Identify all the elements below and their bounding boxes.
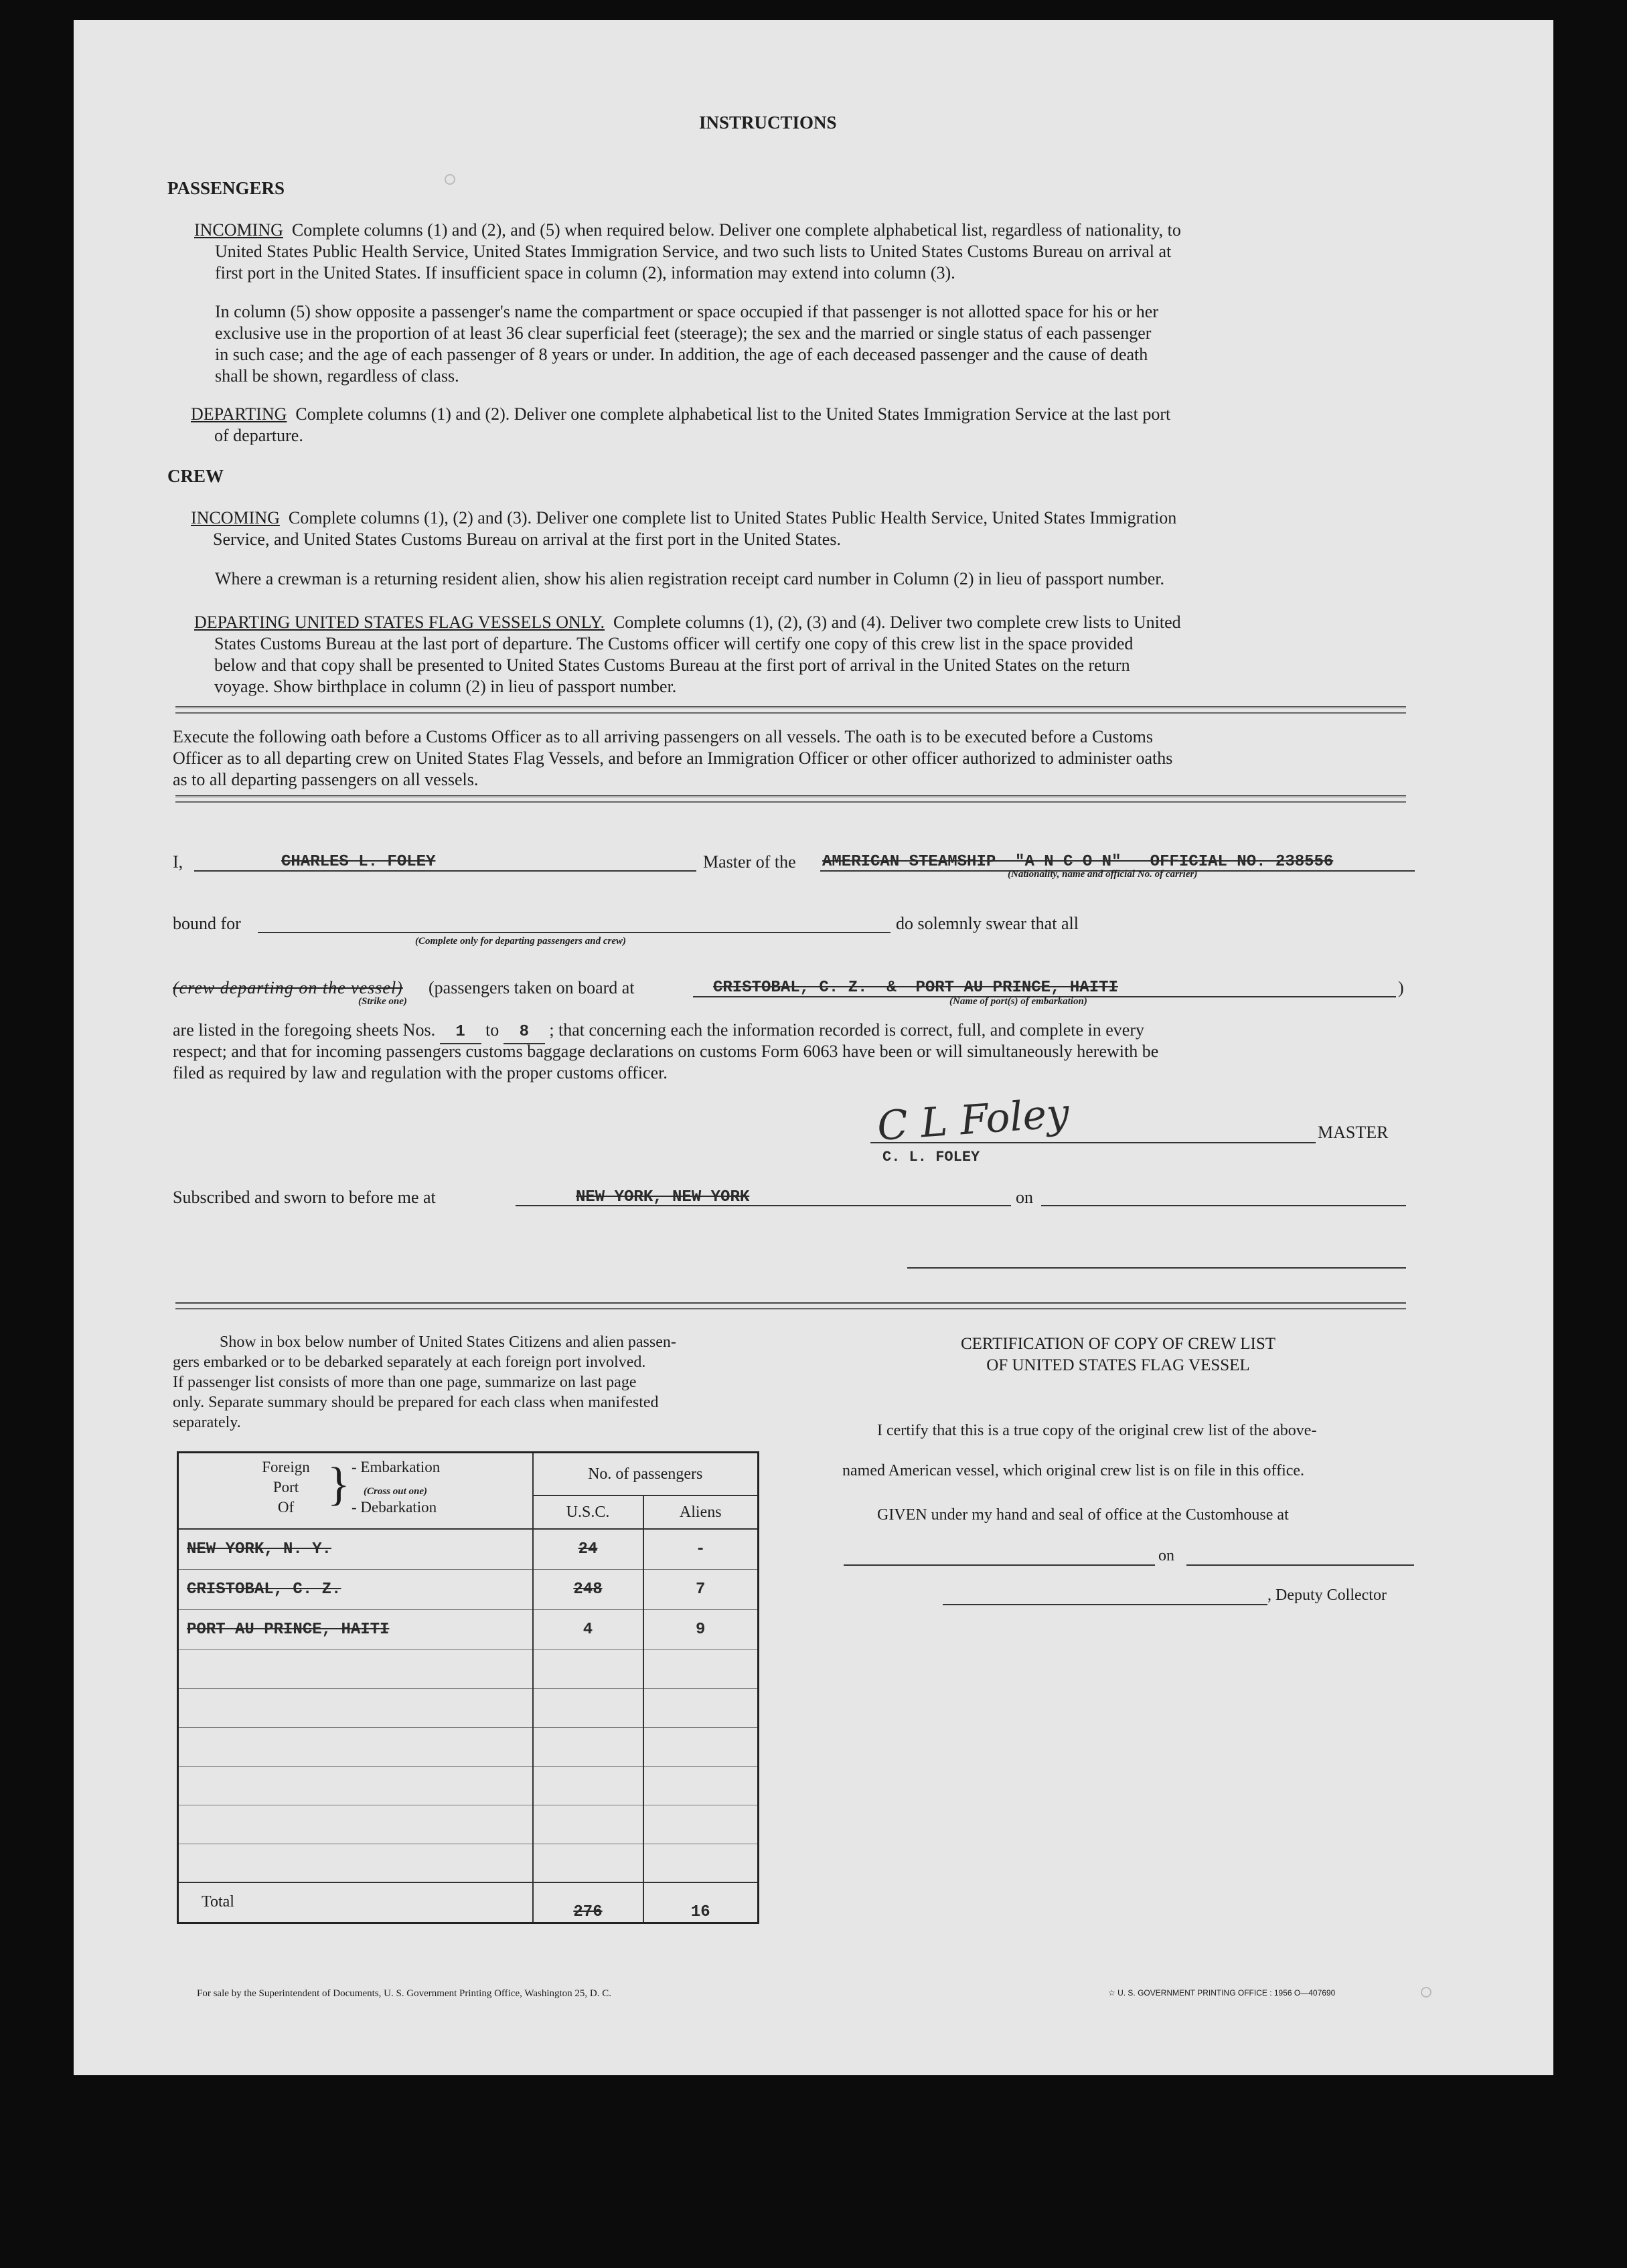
text-line: In column (5) show opposite a passenger's name the compartment or space occupied if that passenger is not allotted space for his or her bbox=[215, 302, 1158, 321]
text-line: shall be shown, regardless of class. bbox=[215, 366, 459, 386]
bound-for-line bbox=[258, 932, 890, 933]
table-row bbox=[178, 1844, 759, 1882]
master-name-line bbox=[194, 870, 696, 872]
text-line: only. Separate summary should be prepared for each class when manifested bbox=[173, 1394, 659, 1411]
aliens-cell bbox=[643, 1649, 759, 1688]
aliens-cell bbox=[643, 1727, 759, 1766]
sworn-date-line bbox=[1041, 1205, 1406, 1206]
text-line: separately. bbox=[173, 1414, 241, 1431]
footer-left: For sale by the Superintendent of Documents, U. S. Government Printing Office, Washington 25, D. C. bbox=[197, 1988, 611, 1999]
usc-cell bbox=[533, 1805, 643, 1844]
crew-incoming-label: INCOMING bbox=[191, 508, 280, 528]
summary-intro bbox=[173, 1332, 775, 1433]
foreign-port-header bbox=[178, 1453, 533, 1530]
aliens-cell bbox=[643, 1766, 759, 1805]
officer-signature-line bbox=[907, 1267, 1406, 1269]
close-paren: ) bbox=[1398, 978, 1404, 997]
master-name: CHARLES L. FOLEY bbox=[281, 853, 436, 871]
table-row bbox=[178, 1569, 759, 1609]
header-debarkation: - Debarkation bbox=[352, 1499, 437, 1516]
no-passengers-header: No. of passengers bbox=[533, 1453, 759, 1496]
aliens-cell: 7 bbox=[643, 1569, 759, 1609]
deputy-signature-line bbox=[943, 1604, 1267, 1605]
bound-for-caption: (Complete only for departing passengers and crew) bbox=[415, 936, 626, 947]
divider bbox=[175, 706, 1406, 714]
text-line: Service, and United States Customs Bureau on arrival at the first port in the United States. bbox=[213, 530, 841, 549]
header-cross-out: (Cross out one) bbox=[364, 1486, 428, 1497]
usc-cell: 24 bbox=[533, 1529, 643, 1569]
text-line: If passenger list consists of more than one page, summarize on last page bbox=[173, 1374, 637, 1391]
passengers-incoming bbox=[194, 220, 1466, 284]
total-aliens: 16 bbox=[690, 1902, 710, 1921]
port-cell: CRISTOBAL, C. Z. bbox=[178, 1569, 533, 1609]
certification-on-label: on bbox=[1158, 1547, 1174, 1564]
certification-title-line: CERTIFICATION OF COPY OF CREW LIST bbox=[960, 1335, 1276, 1353]
punch-mark bbox=[445, 174, 455, 185]
crew-incoming bbox=[191, 507, 1476, 550]
port-cell bbox=[178, 1805, 533, 1844]
bound-for-label: bound for bbox=[173, 914, 241, 933]
text-line: of departure. bbox=[214, 426, 303, 445]
table-row bbox=[178, 1529, 759, 1569]
header-foreign: Foreign bbox=[262, 1459, 310, 1475]
usc-cell: 248 bbox=[533, 1569, 643, 1609]
text-line: Complete columns (1), (2), (3) and (4). Deliver two complete crew lists to United bbox=[613, 613, 1181, 632]
certification-date-line bbox=[1186, 1564, 1414, 1566]
vessel-caption: (Nationality, name and official No. of carrier) bbox=[1008, 869, 1198, 880]
crew-departing-label: DEPARTING UNITED STATES FLAG VESSELS ONLY. bbox=[194, 613, 605, 632]
certification-title-line: OF UNITED STATES FLAG VESSEL bbox=[986, 1356, 1250, 1374]
usc-cell bbox=[533, 1727, 643, 1766]
text-line: exclusive use in the proportion of at least 36 clear superficial feet (steerage); the sex and the married or single status of each passenger bbox=[215, 323, 1152, 343]
certification-line-2: named American vessel, which original crew list is on file in this office. bbox=[842, 1462, 1305, 1479]
oath-i-label: I, bbox=[173, 852, 183, 872]
aliens-cell bbox=[643, 1688, 759, 1727]
port-cell: PORT AU PRINCE, HAITI bbox=[178, 1609, 533, 1649]
ports-caption: (Name of port(s) of embarkation) bbox=[949, 996, 1087, 1007]
master-signature: C L Foley bbox=[875, 1090, 1071, 1150]
divider bbox=[175, 1302, 1406, 1309]
passengers-column5 bbox=[215, 301, 1474, 387]
crew-returning: Where a crewman is a returning resident alien, show his alien registration receipt card number in Column (2) in lieu of passport number. bbox=[215, 569, 1165, 588]
text-line: Execute the following oath before a Customs Officer as to all arriving passengers on all vessels. The oath is to be executed before a Customs bbox=[173, 727, 1154, 746]
passenger-summary-box bbox=[177, 1451, 759, 1924]
oath-line-2: respect; and that for incoming passengers customs baggage declarations on customs Form 6063 have been or will simultaneously herewith be bbox=[173, 1042, 1159, 1061]
passengers-incoming-label: INCOMING bbox=[194, 220, 283, 240]
crew-departing-struck: (crew departing on the vessel) bbox=[173, 978, 403, 997]
usc-cell bbox=[533, 1688, 643, 1727]
port-cell bbox=[178, 1727, 533, 1766]
usc-cell bbox=[533, 1766, 643, 1805]
header-row bbox=[178, 1453, 759, 1496]
port-cell bbox=[178, 1766, 533, 1805]
header-of: Of bbox=[277, 1499, 295, 1516]
crew-departing bbox=[194, 612, 1480, 698]
listed-label: are listed in the foregoing sheets Nos. bbox=[173, 1020, 436, 1040]
aliens-cell bbox=[643, 1844, 759, 1882]
master-label: MASTER bbox=[1318, 1123, 1389, 1142]
oath-intro bbox=[173, 726, 1411, 791]
certification-title bbox=[837, 1333, 1399, 1376]
strike-one-caption: (Strike one) bbox=[358, 996, 407, 1007]
text-line: voyage. Show birthplace in column (2) in lieu of passport number. bbox=[214, 677, 677, 696]
usc-cell: 4 bbox=[533, 1609, 643, 1649]
total-usc: 276 bbox=[533, 1882, 643, 1923]
deputy-collector-label: , Deputy Collector bbox=[1267, 1587, 1387, 1604]
text-line: States Customs Bureau at the last port of departure. The Customs officer will certify one copy of this crew list in the space provided bbox=[214, 634, 1134, 653]
certification-line-1: I certify that this is a true copy of the original crew list of the above- bbox=[877, 1422, 1317, 1439]
table-row bbox=[178, 1727, 759, 1766]
signature-typed-name: C. L. FOLEY bbox=[882, 1149, 980, 1165]
usc-cell bbox=[533, 1649, 643, 1688]
swear-label: do solemnly swear that all bbox=[896, 914, 1079, 933]
master-of-label: Master of the bbox=[703, 852, 796, 872]
header-port: Port bbox=[273, 1479, 299, 1495]
total-row bbox=[178, 1882, 759, 1923]
aliens-header: Aliens bbox=[643, 1495, 759, 1529]
text-line: Officer as to all departing crew on United States Flag Vessels, and before an Immigration Officer or other officer authorized to administer oaths bbox=[173, 748, 1173, 768]
passenger-summary-table bbox=[177, 1451, 759, 1924]
table-row bbox=[178, 1805, 759, 1844]
divider bbox=[175, 795, 1406, 803]
certification-line-3: GIVEN under my hand and seal of office at the Customhouse at bbox=[877, 1506, 1289, 1524]
passengers-departing-label: DEPARTING bbox=[191, 404, 287, 424]
listed-rest: ; that concerning each the information recorded is correct, full, and complete in every bbox=[549, 1020, 1144, 1040]
footer-right: ☆ U. S. GOVERNMENT PRINTING OFFICE : 1956 O—407690 bbox=[1108, 1988, 1336, 1998]
text-line: first port in the United States. If insufficient space in column (2), information may extend into column (3). bbox=[215, 263, 955, 282]
table-row bbox=[178, 1649, 759, 1688]
text-line: gers embarked or to be debarked separately at each foreign port involved. bbox=[173, 1354, 646, 1371]
table-row bbox=[178, 1766, 759, 1805]
subscribed-label: Subscribed and sworn to before me at bbox=[173, 1188, 436, 1207]
port-cell bbox=[178, 1688, 533, 1727]
punch-mark bbox=[1421, 1987, 1431, 1998]
aliens-cell: - bbox=[643, 1529, 759, 1569]
crew-heading: CREW bbox=[167, 466, 224, 486]
port-cell bbox=[178, 1649, 533, 1688]
aliens-cell bbox=[643, 1805, 759, 1844]
oath-line-3: filed as required by law and regulation with the proper customs officer. bbox=[173, 1063, 668, 1082]
text-line: Complete columns (1), (2) and (3). Deliver one complete list to United States Public Health Service, United States Immigration bbox=[288, 508, 1177, 528]
text-line: as to all departing passengers on all vessels. bbox=[173, 770, 479, 789]
signature-line bbox=[870, 1142, 1316, 1143]
vessel-name: AMERICAN STEAMSHIP "A N C O N" OFFICIAL NO. 238556 bbox=[822, 853, 1334, 871]
passengers-departing bbox=[191, 404, 1476, 447]
text-line: Show in box below number of United States Citizens and alien passen- bbox=[220, 1333, 676, 1351]
usc-cell bbox=[533, 1844, 643, 1882]
port-cell: NEW YORK, N. Y. bbox=[178, 1529, 533, 1569]
text-line: Complete columns (1) and (2). Deliver one complete alphabetical list to the United States Immigration Service at the last port bbox=[295, 404, 1171, 424]
total-label: Total bbox=[178, 1882, 533, 1923]
sworn-place: NEW YORK, NEW YORK bbox=[576, 1188, 750, 1206]
table-row bbox=[178, 1688, 759, 1727]
header-embarkation: - Embarkation bbox=[352, 1459, 441, 1475]
passengers-taken-label: (passengers taken on board at bbox=[429, 978, 635, 997]
text-line: United States Public Health Service, United States Immigration Service, and two such lists to United States Customs Bureau on arrival at bbox=[215, 242, 1172, 261]
customhouse-line bbox=[844, 1564, 1155, 1566]
embarkation-ports: CRISTOBAL, C. Z. & PORT AU PRINCE, HAITI bbox=[713, 979, 1118, 997]
aliens-cell: 9 bbox=[643, 1609, 759, 1649]
to-label: to bbox=[485, 1020, 499, 1040]
usc-header: U.S.C. bbox=[533, 1495, 643, 1529]
text-line: Complete columns (1) and (2), and (5) when required below. Deliver one complete alphabetical list, regardless of nationality, to bbox=[291, 220, 1181, 240]
sheet-from: 1 bbox=[440, 1022, 481, 1044]
text-line: below and that copy shall be presented to United States Customs Bureau at the first port of arrival in the United States on the return bbox=[214, 655, 1130, 675]
port-cell bbox=[178, 1844, 533, 1882]
sworn-on-label: on bbox=[1016, 1188, 1033, 1207]
passengers-heading: PASSENGERS bbox=[167, 178, 285, 198]
text-line: in such case; and the age of each passenger of 8 years or under. In addition, the age of each deceased passenger and the cause of death bbox=[215, 345, 1148, 364]
instructions-title: INSTRUCTIONS bbox=[699, 112, 837, 133]
table-row bbox=[178, 1609, 759, 1649]
sheet-to: 8 bbox=[503, 1022, 545, 1044]
brace: } bbox=[327, 1459, 350, 1510]
